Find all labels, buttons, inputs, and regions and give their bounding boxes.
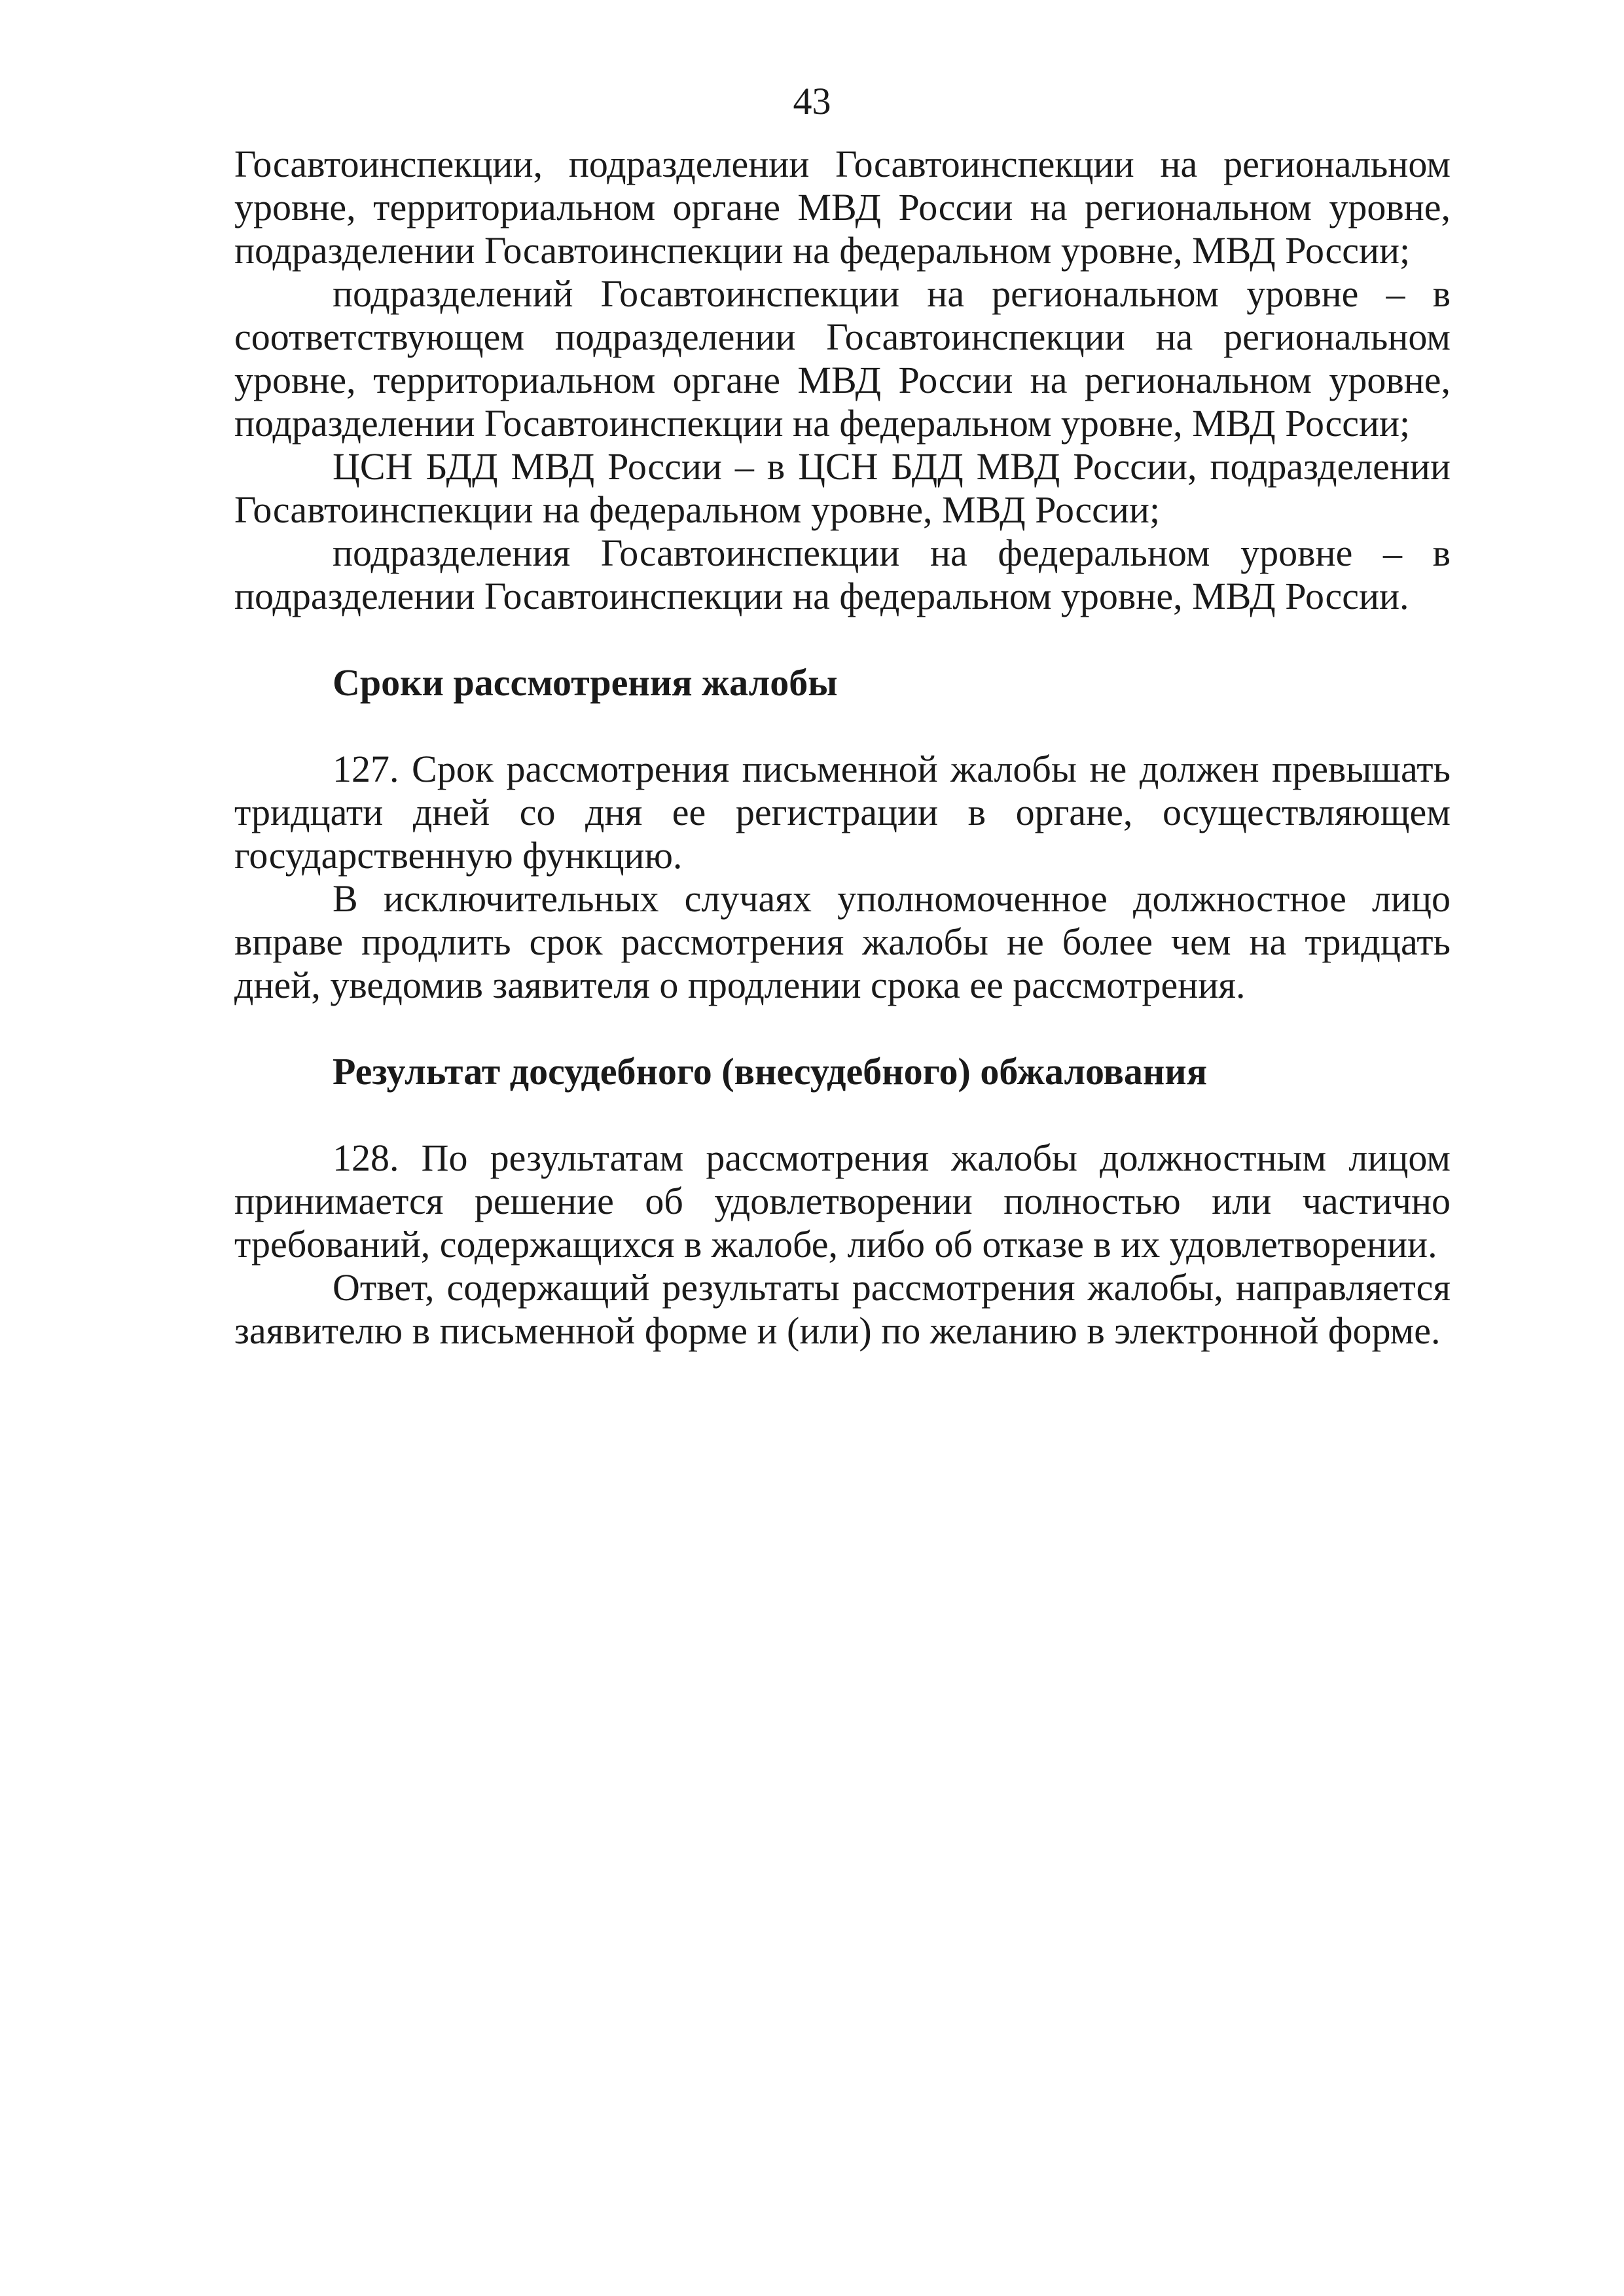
paragraph-continuation: Госавтоинспекции, подразделении Госавтоинспекции на региональном уровне, территориальном органе МВД России на региональном уровне, подразделении Госавтоинспекции на федеральном уровне, МВД России; xyxy=(234,143,1451,272)
page-number: 43 xyxy=(793,80,831,122)
paragraph-exceptional-cases: В исключительных случаях уполномоченное должностное лицо вправе продлить срок рассмотрения жалобы не более чем на тридцать дней, уведомив заявителя о продлении срока ее рассмотрения. xyxy=(234,877,1451,1006)
section-heading-complaint-terms: Сроки рассмотрения жалобы xyxy=(333,661,838,704)
paragraph-regional-subdivisions: подразделений Госавтоинспекции на региональном уровне – в соответствующем подразделении Госавтоинспекции на региональном уровне, территориальном органе МВД России на региональном уровне, подразделении Госавтоинспекции на федеральном уровне, МВД России; xyxy=(234,272,1451,445)
paragraph-response: Ответ, содержащий результаты рассмотрения жалобы, направляется заявителю в письменной форме и (или) по желанию в электронной форме. xyxy=(234,1266,1451,1352)
document-body xyxy=(234,143,1451,1353)
section-heading-appeal-result: Результат досудебного (внесудебного) обжалования xyxy=(333,1050,1208,1093)
paragraph-federal-subdivision: подразделения Госавтоинспекции на федеральном уровне – в подразделении Госавтоинспекции на федеральном уровне, МВД России. xyxy=(234,532,1451,617)
paragraph-127: 127. Срок рассмотрения письменной жалобы не должен превышать тридцати дней со дня ее регистрации в органе, осуществляющем государственную функцию. xyxy=(234,748,1451,877)
paragraph-csn-bdd: ЦСН БДД МВД России – в ЦСН БДД МВД России, подразделении Госавтоинспекции на федеральном уровне, МВД России; xyxy=(234,445,1451,531)
paragraph-128: 128. По результатам рассмотрения жалобы должностным лицом принимается решение об удовлетворении полностью или частично требований, содержащихся в жалобе, либо об отказе в их удовлетворении. xyxy=(234,1137,1451,1266)
